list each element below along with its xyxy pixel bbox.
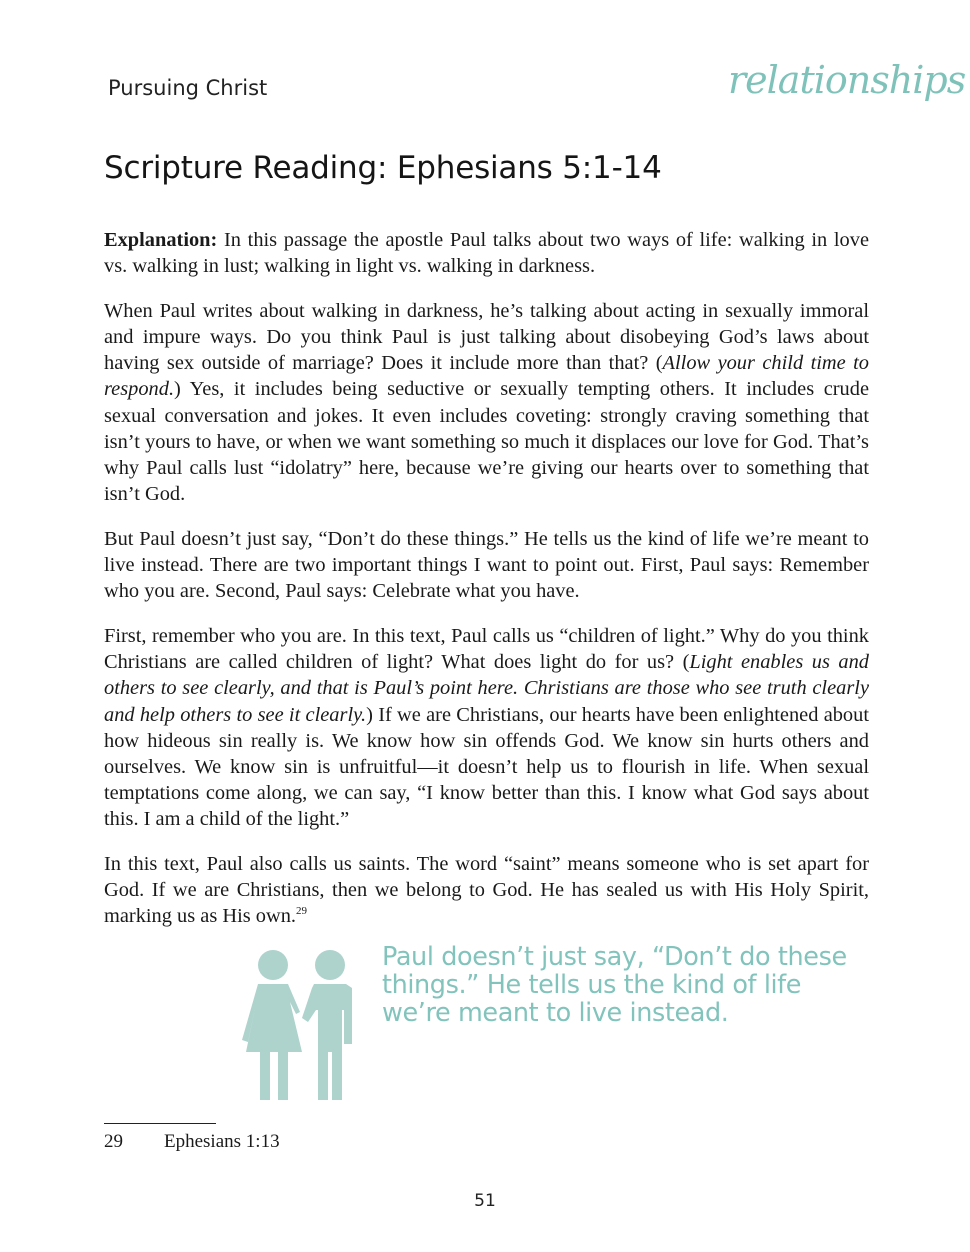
paragraph-saints <box>104 851 869 929</box>
paragraph-darkness <box>104 298 869 507</box>
paragraph-text: When Paul writes about walking in darkness, he’s talking about acting in sexually immoral and impure ways. Do you think Paul is just talking about disobeying God’s laws about having sex outside of marriage? Does it include more than that? ( <box>104 300 869 375</box>
paragraph-text: In this text, Paul also calls us saints. The word “saint” means someone who is set apart for God. If we are Christians, then we belong to God. He has sealed us with His Holy Spirit, marking us as His own. <box>104 852 869 928</box>
footnote-text: Ephesians 1:13 <box>164 1131 280 1152</box>
paragraph-explanation <box>104 227 869 279</box>
page-number: 51 <box>474 1191 496 1211</box>
paragraph-text: ) If we are Christians, our hearts have been enlightened about how hideous sin really is. We know how sin offends God. We know sin hurts others and ourselves. We know sin is unfruitful—it doesn’t help us to flourish in life. When sexual temptations come along, we can say, “I know better than this. I know what God says about this. I am a child of the light.” <box>104 703 869 830</box>
body-text <box>104 227 869 948</box>
page-title: Scripture Reading: Ephesians 5:1-14 <box>104 150 662 186</box>
footnote-number: 29 <box>104 1131 123 1152</box>
footnote <box>104 1131 280 1153</box>
paragraph-text: ) Yes, it includes being seductive or sexually tempting others. It includes crude sexual conversation and jokes. It even includes coveting: strongly craving something that isn’t yours to have, or when we want something so much it displaces our love for God. That’s why Paul calls lust “idolatry” here, because we’re giving our hearts over to something that isn’t God. <box>104 378 869 505</box>
pull-quote: Paul doesn’t just say, “Don’t do these things.” He tells us the kind of life we’re meant to live instead. <box>382 942 847 1028</box>
couple-holding-hands-icon <box>240 948 355 1108</box>
explanation-label: Explanation: <box>104 229 218 251</box>
footnote-divider <box>104 1123 216 1124</box>
brand-logo: relationships <box>728 58 966 102</box>
footnote-reference: 29 <box>296 905 307 918</box>
section-title: Pursuing Christ <box>108 76 268 100</box>
italic-prompt: Allow your child time to respond. <box>104 352 869 401</box>
italic-prompt: Light enables us and others to see clearly, and that is Paul’s point here. Christians are those who see truth clearly and help others to see it clearly. <box>104 651 870 726</box>
paragraph-instead: But Paul doesn’t just say, “Don’t do these things.” He tells us the kind of life we’re meant to live instead. There are two important things I want to point out. First, Paul says: Remember who you are. Second, Paul says: Celebrate what you have. <box>104 527 869 603</box>
paragraph-children-of-light <box>104 623 869 832</box>
paragraph-text: First, remember who you are. In this text, Paul calls us “children of light.” Why do you think Christians are called children of light? What does light do for us? ( <box>104 625 869 674</box>
explanation-text: In this passage the apostle Paul talks about two ways of life: walking in love vs. walking in lust; walking in light vs. walking in darkness. <box>104 229 869 278</box>
